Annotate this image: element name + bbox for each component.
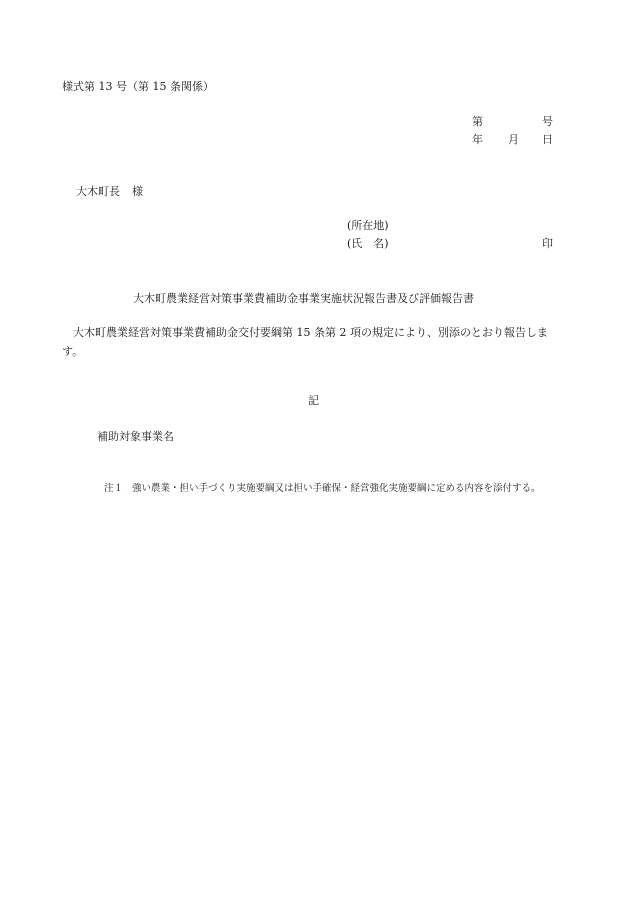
- addressee-name: 大木町長: [76, 185, 120, 198]
- note-text: 強い農業・担い手づくり実施要綱又は担い手確保・経営強化実施要綱に定める内容を添付する。: [132, 483, 541, 494]
- address-label: (所在地): [347, 219, 389, 232]
- date-month: 月: [508, 133, 519, 146]
- body-paragraph: 大木町農業経営対策事業費補助金交付要綱第 15 条第 2 項の規定により、別添のとおり報告します。: [62, 326, 548, 358]
- note-label: 注１: [104, 483, 124, 494]
- name-label: (氏 名): [347, 237, 389, 250]
- doc-number-dai: 第: [472, 115, 483, 128]
- addressee-honorific: 様: [132, 185, 143, 198]
- seal-mark: 印: [542, 237, 553, 250]
- ki-heading: 記: [308, 394, 319, 407]
- doc-number-go: 号: [542, 115, 553, 128]
- form-number: 様式第 13 号（第 15 条関係）: [62, 80, 214, 93]
- date-year: 年: [472, 133, 483, 146]
- document-title: 大木町農業経営対策事業費補助金事業実施状況報告書及び評価報告書: [133, 292, 474, 305]
- date-day: 日: [542, 133, 553, 146]
- project-name-label: 補助対象事業名: [97, 430, 174, 443]
